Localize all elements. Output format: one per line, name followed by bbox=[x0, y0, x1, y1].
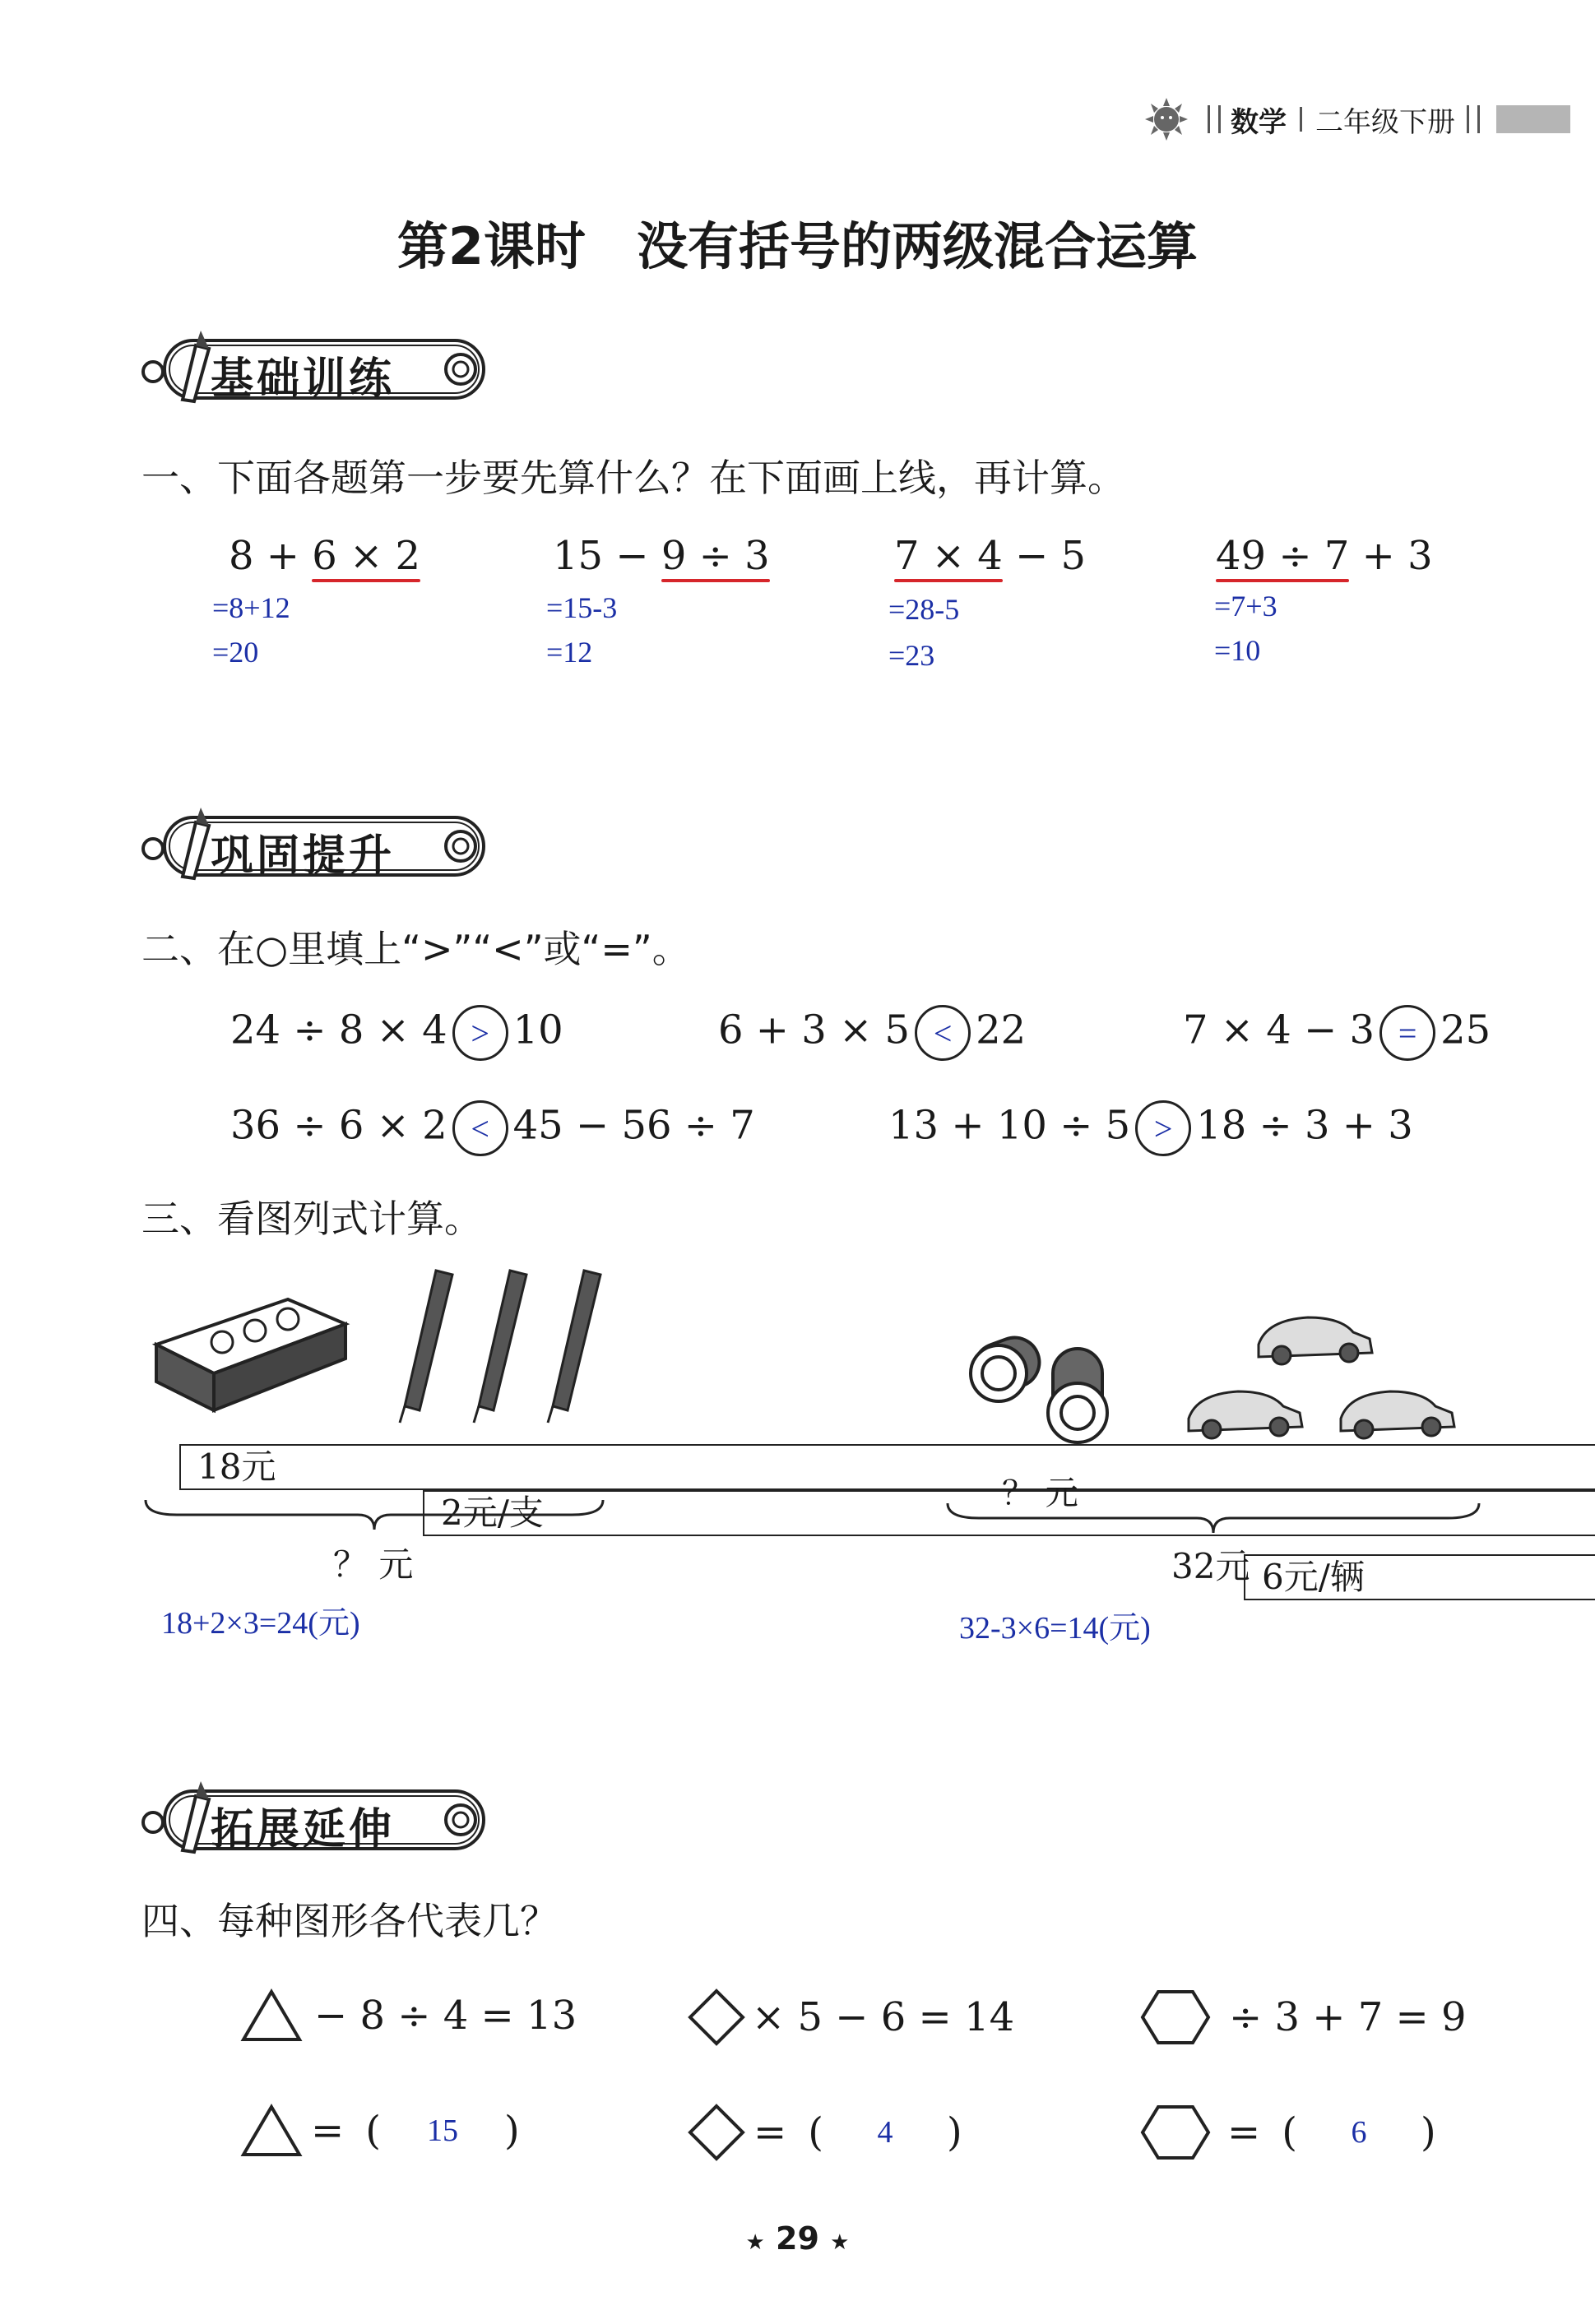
q3-prompt: 三、看图列式计算。 bbox=[141, 1197, 482, 1241]
compare-circle: > bbox=[1135, 1100, 1191, 1156]
section-title: 拓展延伸 bbox=[211, 1805, 396, 1854]
compare-circle: < bbox=[452, 1100, 508, 1156]
q2-item-3: 7 × 4 − 3 = 25 bbox=[1183, 1005, 1491, 1061]
section-title: 巩固提升 bbox=[211, 831, 396, 881]
q1-prompt: 一、下面各题第一步要先算什么？在下面画上线，再计算。 bbox=[141, 456, 1125, 500]
compare-circle: < bbox=[915, 1005, 971, 1061]
price-tag-2: 2元/支 bbox=[423, 1490, 1595, 1536]
q1-answer-1a: =8+12 bbox=[212, 591, 290, 624]
q1-expr-3: 7 × 4 − 5 bbox=[894, 533, 1087, 579]
q3-left-answer: 18+2×3=24(元) bbox=[161, 1606, 360, 1641]
pens-icon bbox=[387, 1258, 625, 1431]
sun-icon bbox=[1140, 95, 1198, 144]
answer-value: 6 bbox=[1351, 2115, 1367, 2150]
first-step-underline: 7 × 4 bbox=[894, 533, 1003, 579]
first-step-underline: 9 ÷ 3 bbox=[661, 533, 770, 579]
q1-answer-4a: =7+3 bbox=[1214, 590, 1277, 623]
brace-icon bbox=[144, 1498, 605, 1531]
page-title: 第2课时 没有括号的两级混合运算 bbox=[396, 216, 1199, 276]
answer-value: 4 bbox=[877, 2115, 893, 2150]
q4-eq-diamond: × 5 − 6 = 14 bbox=[688, 1988, 1014, 2046]
header-subject: 数学 bbox=[1231, 105, 1287, 139]
diamond-icon bbox=[688, 1988, 745, 2046]
page-header bbox=[1140, 95, 1570, 144]
hexagon-icon bbox=[1140, 2104, 1211, 2161]
diamond-icon bbox=[688, 2104, 745, 2161]
q2-item-4: 36 ÷ 6 × 2 < 45 − 56 ÷ 7 bbox=[230, 1100, 755, 1156]
q1-expr-2: 15 − 9 ÷ 3 bbox=[553, 533, 770, 579]
price-tag-1: 18元 bbox=[179, 1444, 1595, 1490]
binoculars-icon bbox=[962, 1316, 1127, 1456]
q3-right-total: 32元 bbox=[1171, 1546, 1250, 1586]
q2-prompt: 二、在○里填上“>”“<”或“=”。 bbox=[141, 927, 690, 971]
page-number: ★ 29 ★ bbox=[745, 2220, 850, 2257]
brace-icon bbox=[946, 1502, 1481, 1535]
section-banner-consolidate bbox=[140, 806, 494, 882]
triangle-icon bbox=[240, 1988, 303, 2043]
q2-item-1: 24 ÷ 8 × 4 > 10 bbox=[230, 1005, 563, 1061]
q1-answer-2b: =12 bbox=[546, 636, 593, 669]
q1-answer-4b: =10 bbox=[1214, 634, 1261, 667]
compare-circle: > bbox=[452, 1005, 508, 1061]
compare-circle: = bbox=[1379, 1005, 1435, 1061]
star-icon: ★ bbox=[830, 2230, 850, 2255]
first-step-underline: 6 × 2 bbox=[312, 533, 421, 579]
q1-expr-1: 8 + 6 × 2 bbox=[229, 533, 421, 579]
section-banner-extend bbox=[140, 1780, 494, 1855]
section-banner-basic bbox=[140, 329, 494, 405]
header-grade: 二年级下册 bbox=[1315, 105, 1455, 139]
q4-eq-hexagon: ÷ 3 + 7 = 9 bbox=[1140, 1988, 1467, 2046]
q4-prompt: 四、每种图形各代表几？ bbox=[141, 1899, 558, 1943]
q4-answer-hexagon: = ( 6 ) bbox=[1140, 2104, 1436, 2161]
section-title: 基础训练 bbox=[211, 354, 396, 404]
q2-item-2: 6 + 3 × 5 < 22 bbox=[718, 1005, 1026, 1061]
answer-value: 15 bbox=[426, 2113, 458, 2148]
q1-answer-3b: =23 bbox=[888, 639, 935, 672]
q1-answer-3a: =28-5 bbox=[888, 593, 960, 626]
q3-left-total: ？ 元 bbox=[333, 1544, 414, 1585]
price-tag-3: 6元/辆 bbox=[1244, 1554, 1595, 1600]
cars-icon bbox=[1185, 1308, 1489, 1472]
q3-right-price1: ？ 元 bbox=[1002, 1474, 1078, 1512]
first-step-underline: 49 ÷ 7 bbox=[1216, 533, 1350, 579]
q1-answer-1b: =20 bbox=[212, 636, 259, 669]
q4-answer-triangle: = ( 15 ) bbox=[240, 2104, 520, 2158]
q2-item-5: 13 + 10 ÷ 5 > 18 ÷ 3 + 3 bbox=[888, 1100, 1413, 1156]
hexagon-icon bbox=[1140, 1988, 1211, 2046]
star-icon: ★ bbox=[745, 2230, 765, 2255]
triangle-icon bbox=[240, 2104, 303, 2158]
q4-answer-diamond: = ( 4 ) bbox=[688, 2104, 962, 2161]
q4-eq-triangle: − 8 ÷ 4 = 13 bbox=[240, 1988, 577, 2043]
pencil-case-icon bbox=[148, 1266, 354, 1414]
q1-expr-4: 49 ÷ 7 + 3 bbox=[1216, 533, 1433, 579]
q1-answer-2a: =15-3 bbox=[546, 591, 618, 624]
q3-right-answer: 32-3×6=14(元) bbox=[959, 1611, 1151, 1646]
